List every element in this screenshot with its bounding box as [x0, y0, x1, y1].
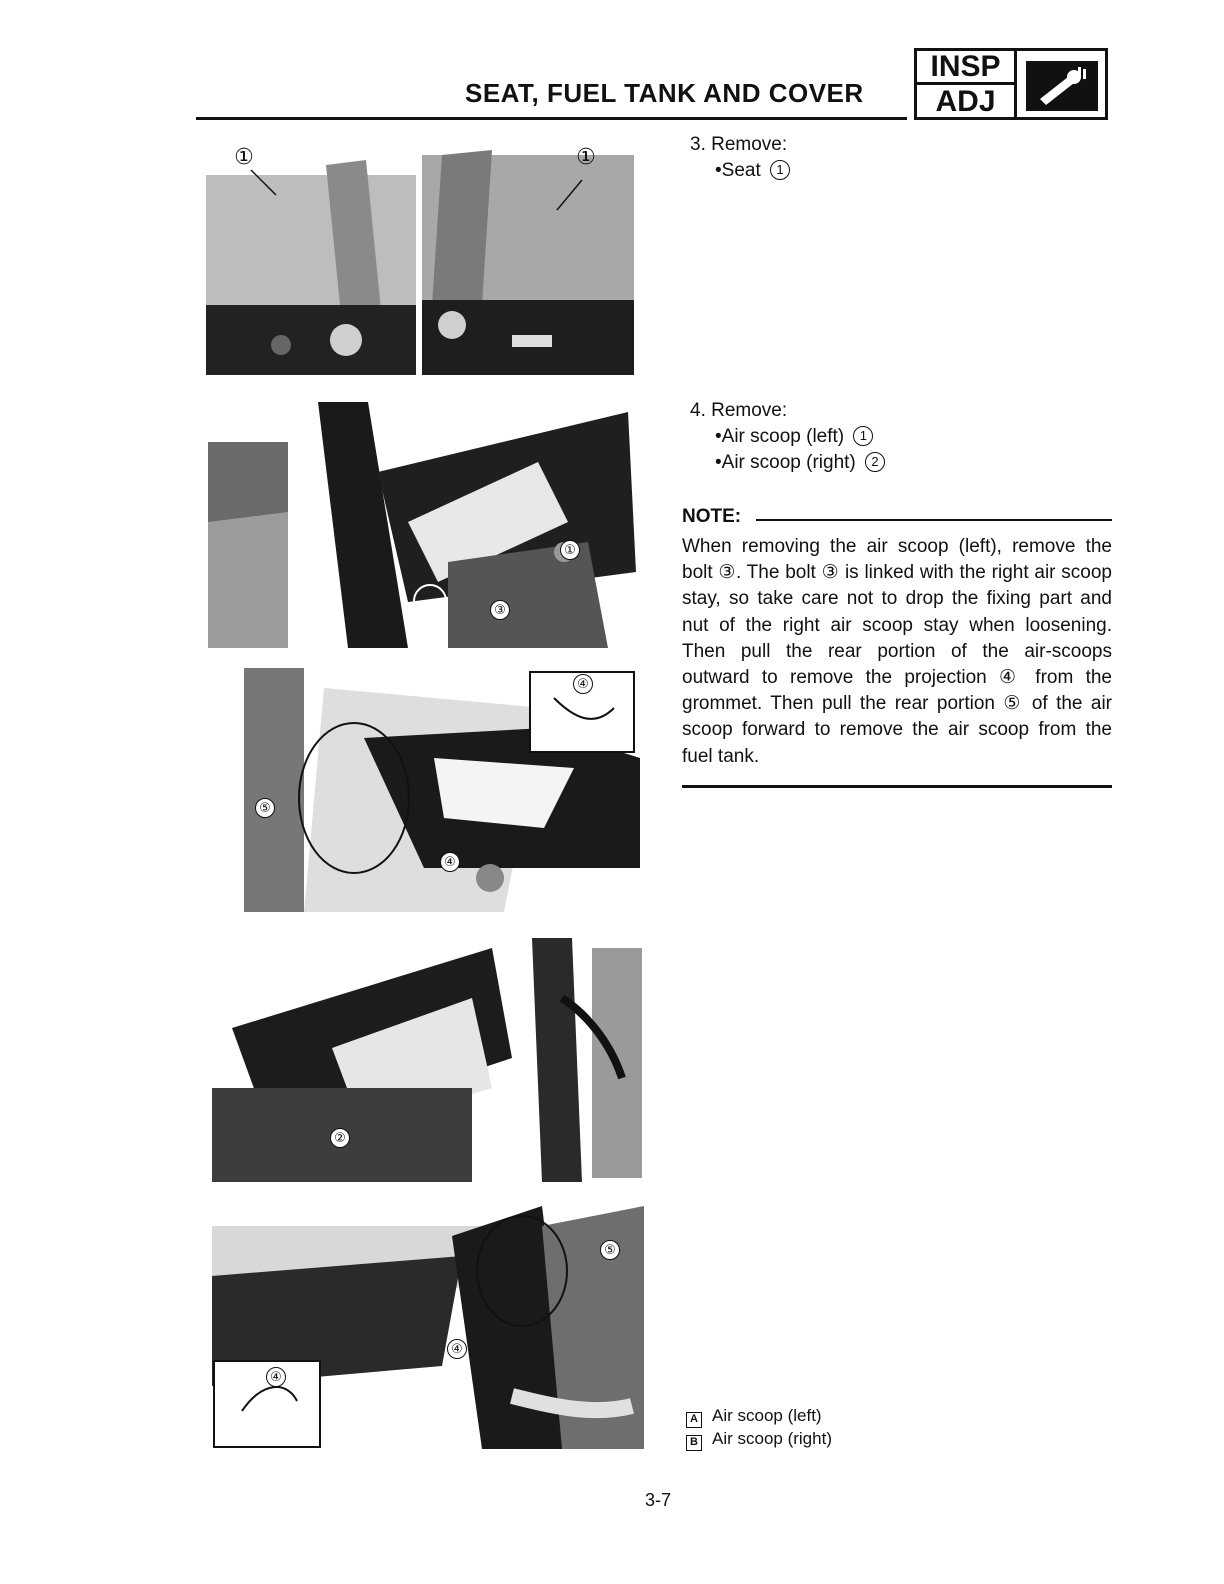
- note-rule-bottom: [682, 785, 1112, 788]
- step-4-item-left: [690, 424, 885, 450]
- seat-right-callout: ①: [576, 144, 596, 169]
- page-number: 3-7: [645, 1490, 672, 1510]
- step-3-item-num: 1: [770, 160, 790, 180]
- seat-photo-right: [422, 135, 634, 375]
- step-4-item-right-num: 2: [865, 452, 885, 472]
- legend-row-b: [686, 1428, 832, 1451]
- step-3-item-text: •Seat: [715, 160, 761, 181]
- step-4-item-left-text: •Air scoop (left): [715, 426, 845, 447]
- badge-adj: ADJ: [917, 85, 1017, 120]
- note-text: When removing the air scoop (left), remove the bolt ③. The bolt ③ is linked with the right air scoop stay, so take care not to drop the fixing part and nut of the right air scoop stay when loosening. Then pull the rear portion of the air-scoops outward to remove the projection ④ from the grommet. Then pull the rear portion ⑤ of the air scoop forward to remove the air scoop from the fuel tank.: [682, 536, 1112, 767]
- air-scoop-left-detail-photo: [244, 668, 640, 912]
- step-4: [690, 398, 885, 476]
- step-4-item-left-num: 1: [853, 426, 873, 446]
- note-rule-top: [756, 519, 1112, 521]
- step-4-title: 4. Remove:: [690, 400, 788, 421]
- seat-photo-left: [206, 135, 416, 375]
- section-badge: [914, 48, 1108, 120]
- wrench-tools-icon: [1022, 55, 1102, 115]
- page-title: SEAT, FUEL TANK AND COVER: [465, 78, 864, 108]
- b-callout-2: ②: [330, 1128, 350, 1148]
- step-3-title: 3. Remove:: [690, 134, 788, 155]
- step-3: [690, 132, 790, 184]
- air-scoop-left-photo: [208, 402, 636, 648]
- note-label: NOTE:: [682, 506, 742, 527]
- legend-row-a: [686, 1405, 832, 1428]
- air-scoop-right-detail-photo: [212, 1206, 644, 1449]
- step-4-item-right: [690, 450, 885, 476]
- air-scoop-right-photo: [212, 938, 642, 1182]
- seat-left-callout: ①: [234, 144, 254, 169]
- header-rule: [196, 117, 907, 120]
- legend-label-a: Air scoop (left): [712, 1406, 822, 1425]
- a-detail-callout-5: ⑤: [255, 798, 275, 818]
- a-detail-callout-4: ④: [573, 674, 593, 694]
- legend-key-a: A: [686, 1412, 702, 1428]
- legend-label-b: Air scoop (right): [712, 1429, 832, 1448]
- b-detail-callout-4b: ④: [447, 1339, 467, 1359]
- a-callout-3: ③: [490, 600, 510, 620]
- a-callout-1: ①: [560, 540, 580, 560]
- badge-insp: INSP: [917, 51, 1017, 85]
- b-detail-callout-4: ④: [266, 1367, 286, 1387]
- legend-key-b: B: [686, 1435, 702, 1451]
- step-4-item-right-text: •Air scoop (right): [715, 452, 856, 473]
- figure-legend: [686, 1405, 832, 1451]
- a-detail-callout-4b: ④: [440, 852, 460, 872]
- step-3-item: [690, 158, 790, 184]
- b-detail-callout-5: ⑤: [600, 1240, 620, 1260]
